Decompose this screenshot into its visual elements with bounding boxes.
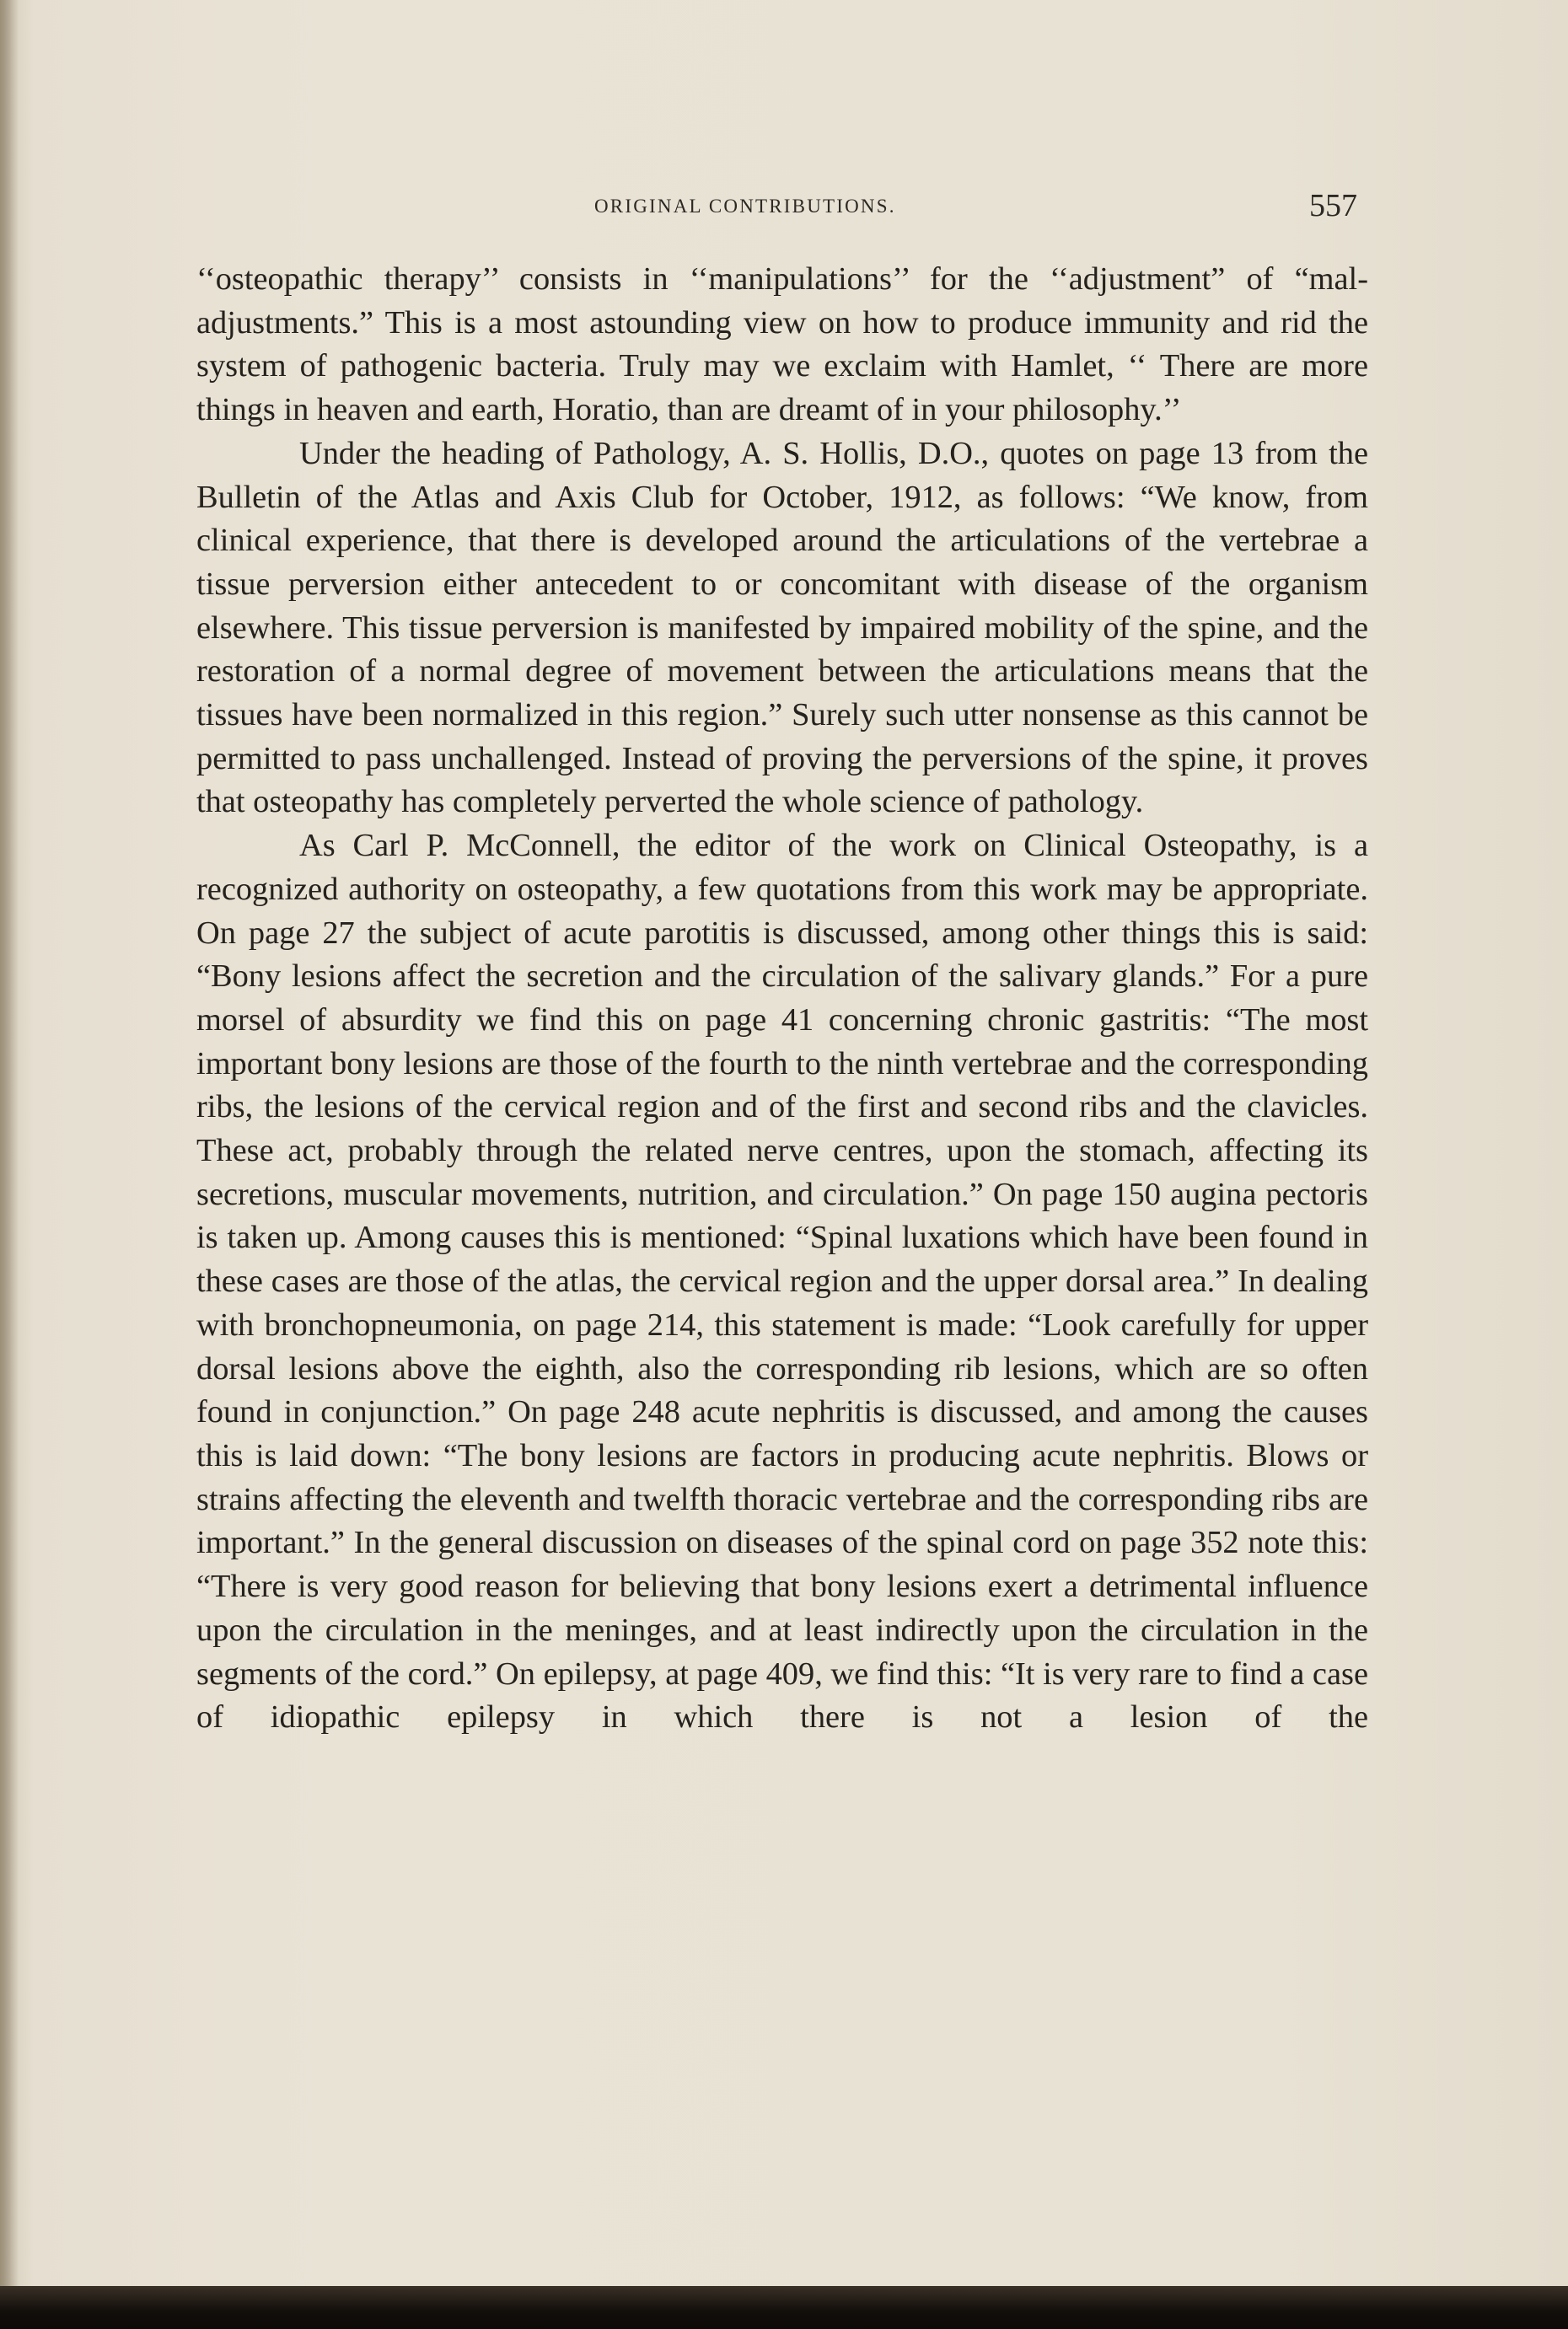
paragraph-1: ‘‘osteopathic therapy’’ consists in ‘‘manipulations’’ for the ‘‘adjustment” of “mal-adjustments.” This is a most astounding view on how to produce immunity and rid the system of pathogenic bacteria. Truly may we exclaim with Hamlet, ‘‘ There are more things in heaven and earth, Horatio, than are dreamt of in your philosophy.’’ (196, 261, 1368, 428)
page-number: 557 (1309, 188, 1357, 223)
body-text (196, 258, 1368, 1740)
running-head (0, 188, 1568, 226)
running-title: ORIGINAL CONTRIBUTIONS. (594, 196, 896, 217)
gutter-shadow (0, 0, 19, 2293)
paragraph-3: As Carl P. McConnell, the editor of the work on Clinical Osteopathy, is a recognized authority on osteopathy, a few quotations from this work may be appropriate. On page 27 the subject of acute parotitis is discussed, among other things this is said: “Bony lesions affect the secretion and the circulation of the salivary glands.” For a pure morsel of absurdity we find this on page 41 concerning chronic gastritis: “The most important bony lesions are those of the fourth to the ninth vertebrae and the corresponding ribs, the lesions of the cervical region and of the first and second ribs and the clavicles. These act, probably through the related nerve centres, upon the stomach, affecting its secretions, muscular movements, nutrition, and circulation.” On page 150 augina pectoris is taken up. Among causes this is mentioned: “Spinal luxations which have been found in these cases are those of the atlas, the cervical region and the upper dorsal area.” In dealing with bronchopneumonia, on page 214, this statement is made: “Look carefully for upper dorsal lesions above the eighth, also the corresponding rib lesions, which are so often found in conjunction.” On page 248 acute nephritis is discussed, and among the causes this is laid down: “The bony lesions are factors in producing acute nephritis. Blows or strains affecting the eleventh and twelfth thoracic vertebrae and the corresponding ribs are important.” In the general discussion on diseases of the spinal cord on page 352 note this: “There is very good reason for believing that bony lesions exert a detrimental influence upon the circulation in the meninges, and at least indirectly upon the circulation in the segments of the cord.” On epilepsy, at page 409, we find this: “It is very rare to find a case of idiopathic epilepsy in which there is not a lesion of the (196, 828, 1368, 1736)
paragraph-2: Under the heading of Pathology, A. S. Hollis, D.O., quotes on page 13 from the Bulletin of the Atlas and Axis Club for October, 1912, as follows: “We know, from clinical experience, that there is developed around the articulations of the vertebrae a tissue perversion either antecedent to or concomitant with disease of the organism elsewhere. This tissue perversion is manifested by impaired mobility of the spine, and the restoration of a normal degree of movement between the articulations means that the tissues have been normalized in this region.” Surely such utter nonsense as this cannot be permitted to pass unchallenged. Instead of proving the perversions of the spine, it proves that osteopathy has completely perverted the whole science of pathology. (196, 435, 1368, 820)
page-bottom-edge (0, 2286, 1568, 2329)
